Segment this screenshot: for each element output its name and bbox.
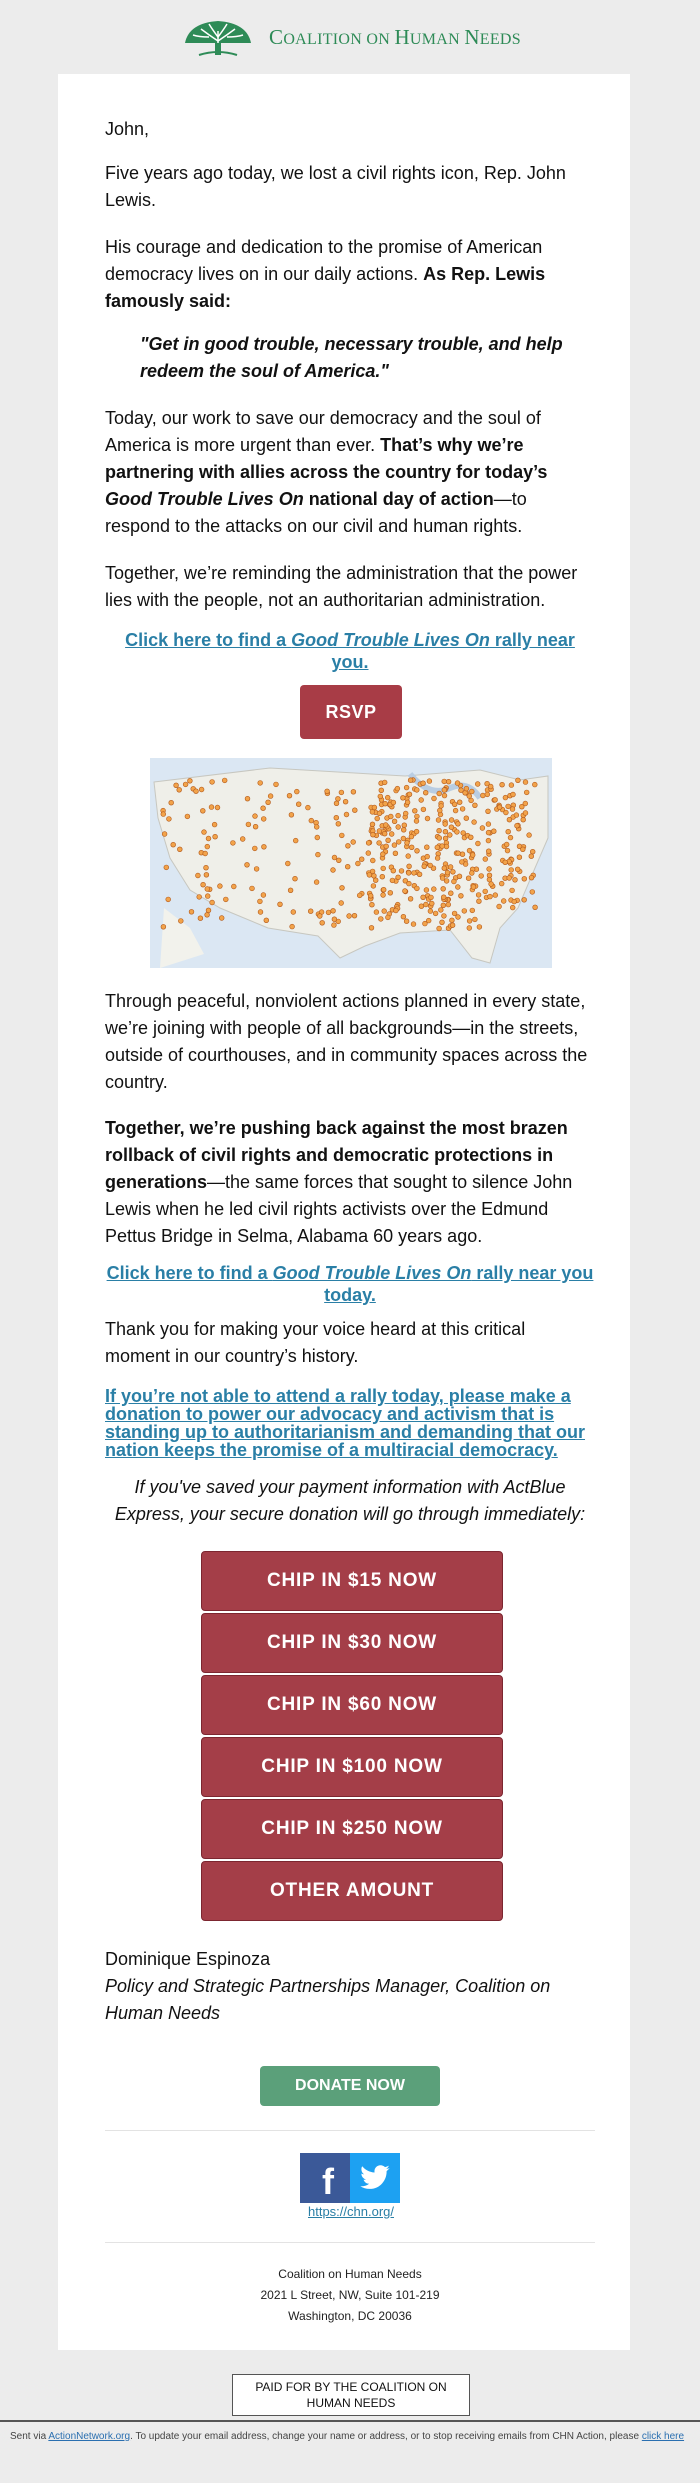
paragraph-7: Thank you for making your voice heard at this critical moment in our country’s history. bbox=[105, 1319, 526, 1366]
paragraph-5: Through peaceful, nonviolent actions planned in every state, we’re joining with people of all backgrounds—in the streets, outside of courthouses, and in community spaces across the country. bbox=[105, 991, 588, 1092]
action-network-link[interactable]: ActionNetwork.org bbox=[48, 2431, 131, 2442]
paragraph-2: His courage and dedication to the promise of American democracy lives on in our daily actions. As Rep. Lewis famously said: bbox=[105, 237, 546, 311]
rsvp-button[interactable]: RSVP bbox=[300, 685, 402, 739]
lewis-quote: "Get in good trouble, necessary trouble, and help redeem the soul of America." bbox=[140, 334, 563, 381]
facebook-icon[interactable]: f bbox=[300, 2153, 350, 2203]
paragraph-3: Today, our work to save our democracy and the soul of America is more urgent than ever. That’s why we’re partnering with allies across the country for today’s Good Trouble Lives On national day of action—to respond to the attacks on our civil and human rights. bbox=[105, 408, 548, 536]
unsubscribe-link[interactable]: click here bbox=[641, 2431, 685, 2442]
twitter-icon[interactable] bbox=[350, 2153, 400, 2203]
email-header bbox=[0, 0, 700, 74]
signature-name: Dominique Espinoza bbox=[105, 1949, 271, 1969]
paid-for-disclaimer: PAID FOR BY THE COALITION ON HUMAN NEEDS bbox=[232, 2374, 470, 2416]
rally-link-1[interactable]: Click here to find a Good Trouble Lives On rally near you. bbox=[125, 630, 575, 672]
divider bbox=[105, 2242, 595, 2243]
paragraph-6: Together, we’re pushing back against the most brazen rollback of civil rights and democratic protections in generations—the same forces that sought to silence John Lewis when he led civil rights activists over the Edmund Pettus Bridge in Selma, Alabama 60 years ago. bbox=[105, 1118, 573, 1246]
donate-now-button[interactable]: DONATE NOW bbox=[260, 2066, 440, 2106]
social-icons bbox=[300, 2153, 402, 2203]
chip-in-15-button[interactable]: CHIP IN $15 NOW bbox=[201, 1551, 503, 1611]
rally-link-2[interactable]: Click here to find a Good Trouble Lives On rally near you today. bbox=[106, 1263, 594, 1305]
signature-title: Policy and Strategic Partnerships Manager, Coalition on Human Needs bbox=[105, 1976, 551, 2023]
address-line: 2021 L Street, NW, Suite 101-219 bbox=[260, 2288, 440, 2302]
paragraph-4: Together, we’re reminding the administration that the power lies with the people, not an authoritarian administration. bbox=[105, 563, 578, 610]
divider bbox=[105, 2130, 595, 2131]
address-line: Washington, DC 20036 bbox=[288, 2309, 412, 2323]
paragraph-1: Five years ago today, we lost a civil rights icon, Rep. John Lewis. bbox=[105, 163, 566, 210]
chn-website-link[interactable]: https://chn.org/ bbox=[308, 2204, 394, 2219]
rally-map-image[interactable] bbox=[150, 758, 552, 968]
address-line: Coalition on Human Needs bbox=[278, 2267, 422, 2281]
sent-via-footer: Sent via ActionNetwork.org. To update your email address, change your name or address, or to stop receiving emails from CHN Action, please click here bbox=[0, 2420, 700, 2483]
org-name: COALITION ON HUMAN NEEDS bbox=[269, 24, 521, 49]
chip-in-60-button[interactable]: CHIP IN $60 NOW bbox=[201, 1675, 503, 1735]
chip-in-250-button[interactable]: CHIP IN $250 NOW bbox=[201, 1799, 503, 1859]
email-card bbox=[58, 74, 630, 2350]
mailing-address bbox=[105, 2264, 595, 2327]
tree-logo-icon bbox=[179, 17, 257, 57]
chip-in-100-button[interactable]: CHIP IN $100 NOW bbox=[201, 1737, 503, 1797]
other-amount-button[interactable]: OTHER AMOUNT bbox=[201, 1861, 503, 1921]
chip-in-30-button[interactable]: CHIP IN $30 NOW bbox=[201, 1613, 503, 1673]
greeting: John, bbox=[105, 119, 150, 139]
actblue-note: If you've saved your payment information with ActBlue Express, your secure donation will go through immediately: bbox=[114, 1477, 586, 1524]
donate-appeal-link[interactable]: If you’re not able to attend a rally today, please make a donation to power our advocacy and activism that is standing up to authoritarianism and demanding that our nation keeps the promise of a multiracial democracy. bbox=[105, 1386, 586, 1460]
